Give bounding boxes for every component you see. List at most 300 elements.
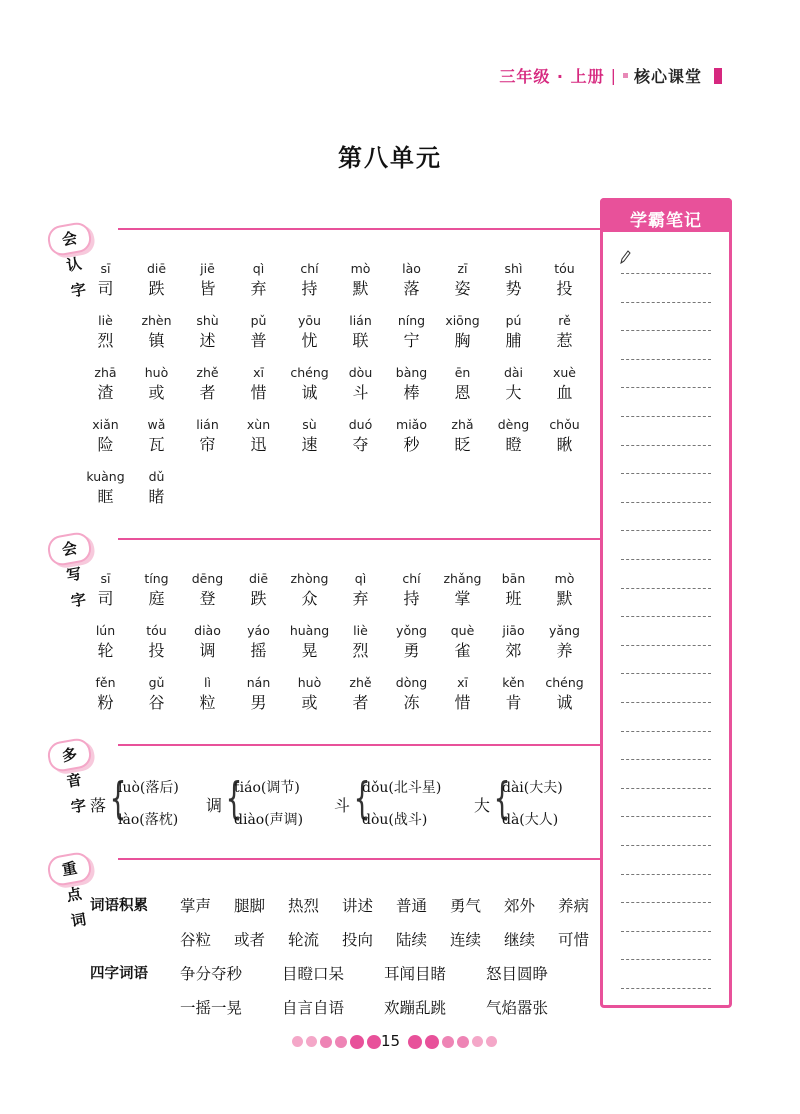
grade-label: 三年级 · 上册 — [499, 67, 605, 86]
note-line — [621, 445, 711, 446]
char-cell — [437, 622, 488, 662]
page-number: 15 — [381, 1032, 401, 1050]
hanzi: 瞪 — [505, 435, 522, 454]
hanzi: 者 — [199, 383, 216, 402]
word: 陆续 — [396, 931, 428, 949]
hanzi: 渣 — [97, 383, 114, 402]
char-cell — [539, 416, 590, 456]
char-cell — [488, 416, 539, 456]
hanzi: 速 — [301, 435, 318, 454]
hanzi: 恩 — [454, 383, 471, 402]
note-line — [621, 473, 711, 474]
dot — [335, 1036, 347, 1048]
pinyin: zhě — [196, 365, 219, 380]
pinyin: lián — [196, 417, 219, 432]
note-line — [621, 416, 711, 417]
word: 勇气 — [450, 897, 482, 915]
dot — [457, 1036, 469, 1048]
note-line — [621, 931, 711, 932]
hanzi: 班 — [505, 589, 522, 608]
section-divider — [118, 744, 638, 746]
note-line — [621, 330, 711, 331]
pinyin: sī — [100, 571, 111, 586]
hanzi: 持 — [301, 279, 318, 298]
pinyin: tóu — [554, 261, 575, 276]
pinyin: diào — [194, 623, 221, 638]
hanzi: 众 — [301, 589, 318, 608]
char-cell — [233, 674, 284, 714]
char-cell — [80, 622, 131, 662]
char-cell — [539, 312, 590, 352]
pinyin: diē — [146, 261, 167, 276]
pinyin: zhòng — [290, 571, 329, 586]
hanzi: 司 — [97, 279, 114, 298]
dot — [425, 1035, 439, 1049]
note-line — [621, 645, 711, 646]
char-cell — [539, 570, 590, 610]
hanzi: 势 — [505, 279, 522, 298]
brace-icon: { — [493, 773, 511, 824]
pinyin: miǎo — [396, 417, 427, 432]
polyphone-reading: dòu(战斗) — [362, 812, 428, 828]
section-divider — [118, 538, 638, 540]
course-label: 核心课堂 — [633, 67, 702, 86]
word: 谷粒 — [180, 931, 212, 949]
word: 郊外 — [504, 897, 536, 915]
char-cell — [335, 416, 386, 456]
pinyin: jiē — [200, 261, 215, 276]
hanzi: 烈 — [97, 331, 114, 350]
pinyin: yǎng — [549, 623, 580, 638]
pinyin: tóu — [146, 623, 167, 638]
note-line — [621, 845, 711, 846]
pinyin: lún — [95, 623, 116, 638]
char-cell — [335, 570, 386, 610]
pinyin: huàng — [289, 623, 330, 638]
pinyin: xuè — [552, 365, 576, 380]
notes-title: 学霸笔记 — [630, 211, 702, 231]
idiom-row — [90, 962, 588, 984]
char-cell — [488, 622, 539, 662]
char-cell — [488, 312, 539, 352]
pinyin: qì — [252, 261, 265, 276]
char-cell — [80, 468, 131, 508]
word: 目瞪口呆 — [282, 965, 345, 983]
char-cell — [131, 570, 182, 610]
word: 争分夺秒 — [180, 965, 243, 983]
hanzi: 姿 — [454, 279, 471, 298]
pinyin: bān — [501, 571, 526, 586]
word: 欢蹦乱跳 — [384, 999, 447, 1017]
pinyin: xī — [253, 365, 264, 380]
char-cell — [488, 570, 539, 610]
word: 一摇一晃 — [180, 999, 243, 1017]
char-cell — [233, 364, 284, 404]
pinyin: dēng — [191, 571, 224, 586]
char-cell — [284, 416, 335, 456]
polyphone-reading: dà(大人) — [502, 812, 559, 828]
pinyin: níng — [397, 313, 426, 328]
polyphone-reading: dài(大夫) — [502, 780, 563, 796]
header-divider: | — [610, 66, 617, 85]
pinyin: xùn — [246, 417, 271, 432]
hanzi: 投 — [556, 279, 573, 298]
pinyin: mò — [554, 571, 575, 586]
char-cell — [335, 622, 386, 662]
note-line — [621, 673, 711, 674]
polyphone-char: 斗 — [334, 796, 351, 815]
char-cell — [488, 260, 539, 300]
dot — [486, 1036, 497, 1047]
hanzi: 诚 — [301, 383, 318, 402]
word: 耳闻目睹 — [384, 965, 447, 983]
pinyin: ēn — [454, 365, 471, 380]
pinyin: fěn — [95, 675, 116, 690]
char-cell — [539, 674, 590, 714]
char-row — [80, 364, 641, 404]
hanzi: 诚 — [556, 693, 573, 712]
char-cell — [335, 260, 386, 300]
pinyin: chéng — [290, 365, 329, 380]
hanzi: 或 — [148, 383, 165, 402]
hanzi: 谷 — [148, 693, 165, 712]
vocab-row — [90, 894, 612, 916]
char-row — [80, 674, 590, 714]
char-cell — [80, 364, 131, 404]
hanzi: 惜 — [250, 383, 267, 402]
char-cell — [233, 416, 284, 456]
header-dot — [623, 73, 628, 78]
word: 继续 — [504, 931, 536, 949]
hanzi: 瓦 — [148, 435, 165, 454]
pinyin: liè — [98, 313, 113, 328]
pinyin: dòu — [348, 365, 373, 380]
hanzi: 默 — [556, 589, 573, 608]
hanzi: 弃 — [352, 589, 369, 608]
hanzi: 晃 — [301, 641, 318, 660]
char-cell — [437, 674, 488, 714]
right-dots — [408, 1036, 497, 1049]
hanzi: 雀 — [454, 641, 471, 660]
hanzi: 调 — [199, 641, 216, 660]
section-divider — [118, 228, 638, 230]
hanzi: 棒 — [403, 383, 420, 402]
note-line — [621, 502, 711, 503]
char-cell — [488, 674, 539, 714]
pinyin: duó — [348, 417, 373, 432]
idiom-label-spacer — [90, 996, 180, 1018]
word: 连续 — [450, 931, 482, 949]
hanzi: 男 — [250, 693, 267, 712]
char-cell — [80, 416, 131, 456]
char-cell — [131, 312, 182, 352]
pinyin: sù — [302, 417, 317, 432]
pinyin: chéng — [545, 675, 584, 690]
pinyin: dòng — [395, 675, 428, 690]
char-row — [80, 622, 590, 662]
char-row — [80, 312, 641, 352]
hanzi: 夺 — [352, 435, 369, 454]
section-label: 会写字 — [46, 530, 94, 567]
hanzi: 惜 — [454, 693, 471, 712]
page-header — [499, 64, 722, 87]
pinyin: zhèn — [141, 313, 172, 328]
hanzi: 或 — [301, 693, 318, 712]
char-cell — [233, 312, 284, 352]
hanzi: 冻 — [403, 693, 420, 712]
word: 怒目圆睁 — [486, 965, 549, 983]
char-cell — [386, 260, 437, 300]
char-cell — [437, 364, 488, 404]
word: 或者 — [234, 931, 266, 949]
unit-title: 第八单元 — [338, 144, 442, 172]
hanzi: 秒 — [403, 435, 420, 454]
section-divider — [118, 858, 638, 860]
hanzi: 血 — [556, 383, 573, 402]
note-line — [621, 616, 711, 617]
hanzi: 跌 — [148, 279, 165, 298]
pencil-icon — [619, 249, 631, 265]
header-bar — [714, 68, 722, 84]
char-cell — [131, 364, 182, 404]
note-line — [621, 359, 711, 360]
char-cell — [386, 622, 437, 662]
char-cell — [335, 312, 386, 352]
page-footer — [0, 1030, 780, 1054]
word: 养病 — [558, 897, 590, 915]
hanzi: 者 — [352, 693, 369, 712]
idiom-words — [180, 996, 588, 1018]
polyphone-reading: tiáo(调节) — [234, 780, 300, 796]
hanzi: 肯 — [505, 693, 522, 712]
pinyin: qì — [354, 571, 367, 586]
char-row — [80, 570, 641, 610]
hanzi: 轮 — [97, 641, 114, 660]
pinyin: chí — [300, 261, 319, 276]
char-cell — [437, 416, 488, 456]
word: 轮流 — [288, 931, 320, 949]
pinyin: dài — [503, 365, 524, 380]
note-line — [621, 530, 711, 531]
char-cell — [284, 622, 335, 662]
hanzi: 投 — [148, 641, 165, 660]
word: 气焰嚣张 — [486, 999, 549, 1017]
hanzi: 险 — [97, 435, 114, 454]
char-cell — [182, 260, 233, 300]
hanzi: 眶 — [97, 487, 114, 506]
char-cell — [539, 622, 590, 662]
left-dots — [292, 1036, 381, 1049]
hanzi: 摇 — [250, 641, 267, 660]
hanzi: 脯 — [505, 331, 522, 350]
word: 掌声 — [180, 897, 212, 915]
char-cell — [80, 260, 131, 300]
hanzi: 述 — [199, 331, 216, 350]
note-line — [621, 302, 711, 303]
hanzi: 眨 — [454, 435, 471, 454]
pinyin: diē — [248, 571, 269, 586]
polyphone-reading: diào(声调) — [234, 812, 304, 828]
char-cell — [80, 674, 131, 714]
notes-panel — [600, 198, 732, 1008]
dot — [472, 1036, 483, 1047]
char-cell — [284, 570, 335, 610]
dot — [292, 1036, 303, 1047]
section-label: 多音字 — [46, 736, 94, 773]
dot — [408, 1035, 422, 1049]
vocab-row — [90, 928, 612, 950]
word: 普通 — [396, 897, 428, 915]
pinyin: chǒu — [549, 417, 580, 432]
polyphone-reading: dǒu(北斗星) — [362, 780, 442, 796]
hanzi: 持 — [403, 589, 420, 608]
dot — [306, 1036, 317, 1047]
hanzi: 跌 — [250, 589, 267, 608]
polyphone-char: 调 — [206, 796, 223, 815]
idiom-row — [90, 996, 588, 1018]
pinyin: kuàng — [86, 469, 125, 484]
hanzi: 落 — [403, 279, 420, 298]
pinyin: mò — [350, 261, 371, 276]
note-line — [621, 759, 711, 760]
char-cell — [284, 260, 335, 300]
pinyin: pú — [505, 313, 522, 328]
note-line — [621, 702, 711, 703]
char-cell — [437, 312, 488, 352]
vocab-label-spacer — [90, 928, 180, 950]
char-cell — [182, 312, 233, 352]
note-line — [621, 988, 711, 989]
hanzi: 镇 — [148, 331, 165, 350]
char-cell — [131, 674, 182, 714]
pinyin: chí — [402, 571, 421, 586]
char-cell — [386, 364, 437, 404]
word: 热烈 — [288, 897, 320, 915]
pinyin: yǒng — [396, 623, 427, 638]
hanzi: 忧 — [301, 331, 318, 350]
hanzi: 瞅 — [556, 435, 573, 454]
hanzi: 默 — [352, 279, 369, 298]
dot — [320, 1036, 332, 1048]
pinyin: kěn — [502, 675, 525, 690]
char-cell — [386, 570, 437, 610]
word: 讲述 — [342, 897, 374, 915]
char-cell — [233, 570, 284, 610]
hanzi: 养 — [556, 641, 573, 660]
section-label: 重点词 — [46, 850, 94, 887]
section-label: 会认字 — [46, 220, 94, 257]
pinyin: gǔ — [148, 675, 165, 690]
pinyin: yáo — [247, 623, 270, 638]
char-row — [80, 468, 182, 508]
char-cell — [284, 674, 335, 714]
pinyin: què — [450, 623, 475, 638]
char-cell — [539, 260, 590, 300]
hanzi: 粉 — [97, 693, 114, 712]
pinyin: rě — [558, 313, 571, 328]
char-cell — [182, 364, 233, 404]
hanzi: 斗 — [352, 383, 369, 402]
polyphone-char: 大 — [474, 796, 491, 815]
pinyin: sī — [100, 261, 111, 276]
char-cell — [182, 622, 233, 662]
pinyin: liè — [353, 623, 368, 638]
hanzi: 大 — [505, 383, 522, 402]
hanzi: 惹 — [556, 331, 573, 350]
word: 腿脚 — [234, 897, 266, 915]
hanzi: 迅 — [250, 435, 267, 454]
pinyin: dèng — [497, 417, 530, 432]
pinyin: huò — [144, 365, 169, 380]
pinyin: zī — [457, 261, 468, 276]
hanzi: 郊 — [505, 641, 522, 660]
word: 投向 — [342, 931, 374, 949]
brace-icon: { — [353, 773, 371, 824]
char-cell — [182, 674, 233, 714]
char-cell — [233, 622, 284, 662]
hanzi: 睹 — [148, 487, 165, 506]
char-cell — [386, 312, 437, 352]
vocab-label: 词语积累 — [90, 898, 148, 914]
char-cell — [284, 364, 335, 404]
hanzi: 庭 — [148, 589, 165, 608]
pinyin: bàng — [395, 365, 428, 380]
pinyin: dǔ — [148, 469, 165, 484]
char-cell — [131, 260, 182, 300]
pinyin: lào — [402, 261, 421, 276]
note-line — [621, 788, 711, 789]
hanzi: 联 — [352, 331, 369, 350]
pinyin: shì — [504, 261, 523, 276]
dot — [350, 1035, 364, 1049]
pinyin: yōu — [298, 313, 321, 328]
word: 可惜 — [558, 931, 590, 949]
idiom-words — [180, 962, 588, 984]
char-cell — [437, 260, 488, 300]
pinyin: xiōng — [445, 313, 480, 328]
char-cell — [131, 416, 182, 456]
polyphone-char: 落 — [90, 796, 107, 815]
hanzi: 帘 — [199, 435, 216, 454]
dot — [442, 1036, 454, 1048]
vocab-words — [180, 894, 612, 916]
note-line — [621, 959, 711, 960]
brace-icon: { — [109, 773, 127, 824]
pinyin: wǎ — [147, 417, 166, 432]
dot — [367, 1035, 381, 1049]
hanzi: 普 — [250, 331, 267, 350]
char-cell — [386, 674, 437, 714]
hanzi: 弃 — [250, 279, 267, 298]
note-line — [621, 874, 711, 875]
char-cell — [335, 674, 386, 714]
pinyin: pǔ — [250, 313, 267, 328]
note-line — [621, 387, 711, 388]
idiom-label: 四字词语 — [90, 966, 148, 982]
hanzi: 宁 — [403, 331, 420, 350]
hanzi: 勇 — [403, 641, 420, 660]
hanzi: 皆 — [199, 279, 216, 298]
pinyin: shù — [196, 313, 219, 328]
char-cell — [233, 260, 284, 300]
hanzi: 司 — [97, 589, 114, 608]
char-cell — [386, 416, 437, 456]
pinyin: lián — [349, 313, 372, 328]
pinyin: zhě — [349, 675, 372, 690]
hanzi: 粒 — [199, 693, 216, 712]
char-cell — [335, 364, 386, 404]
word: 自言自语 — [282, 999, 345, 1017]
